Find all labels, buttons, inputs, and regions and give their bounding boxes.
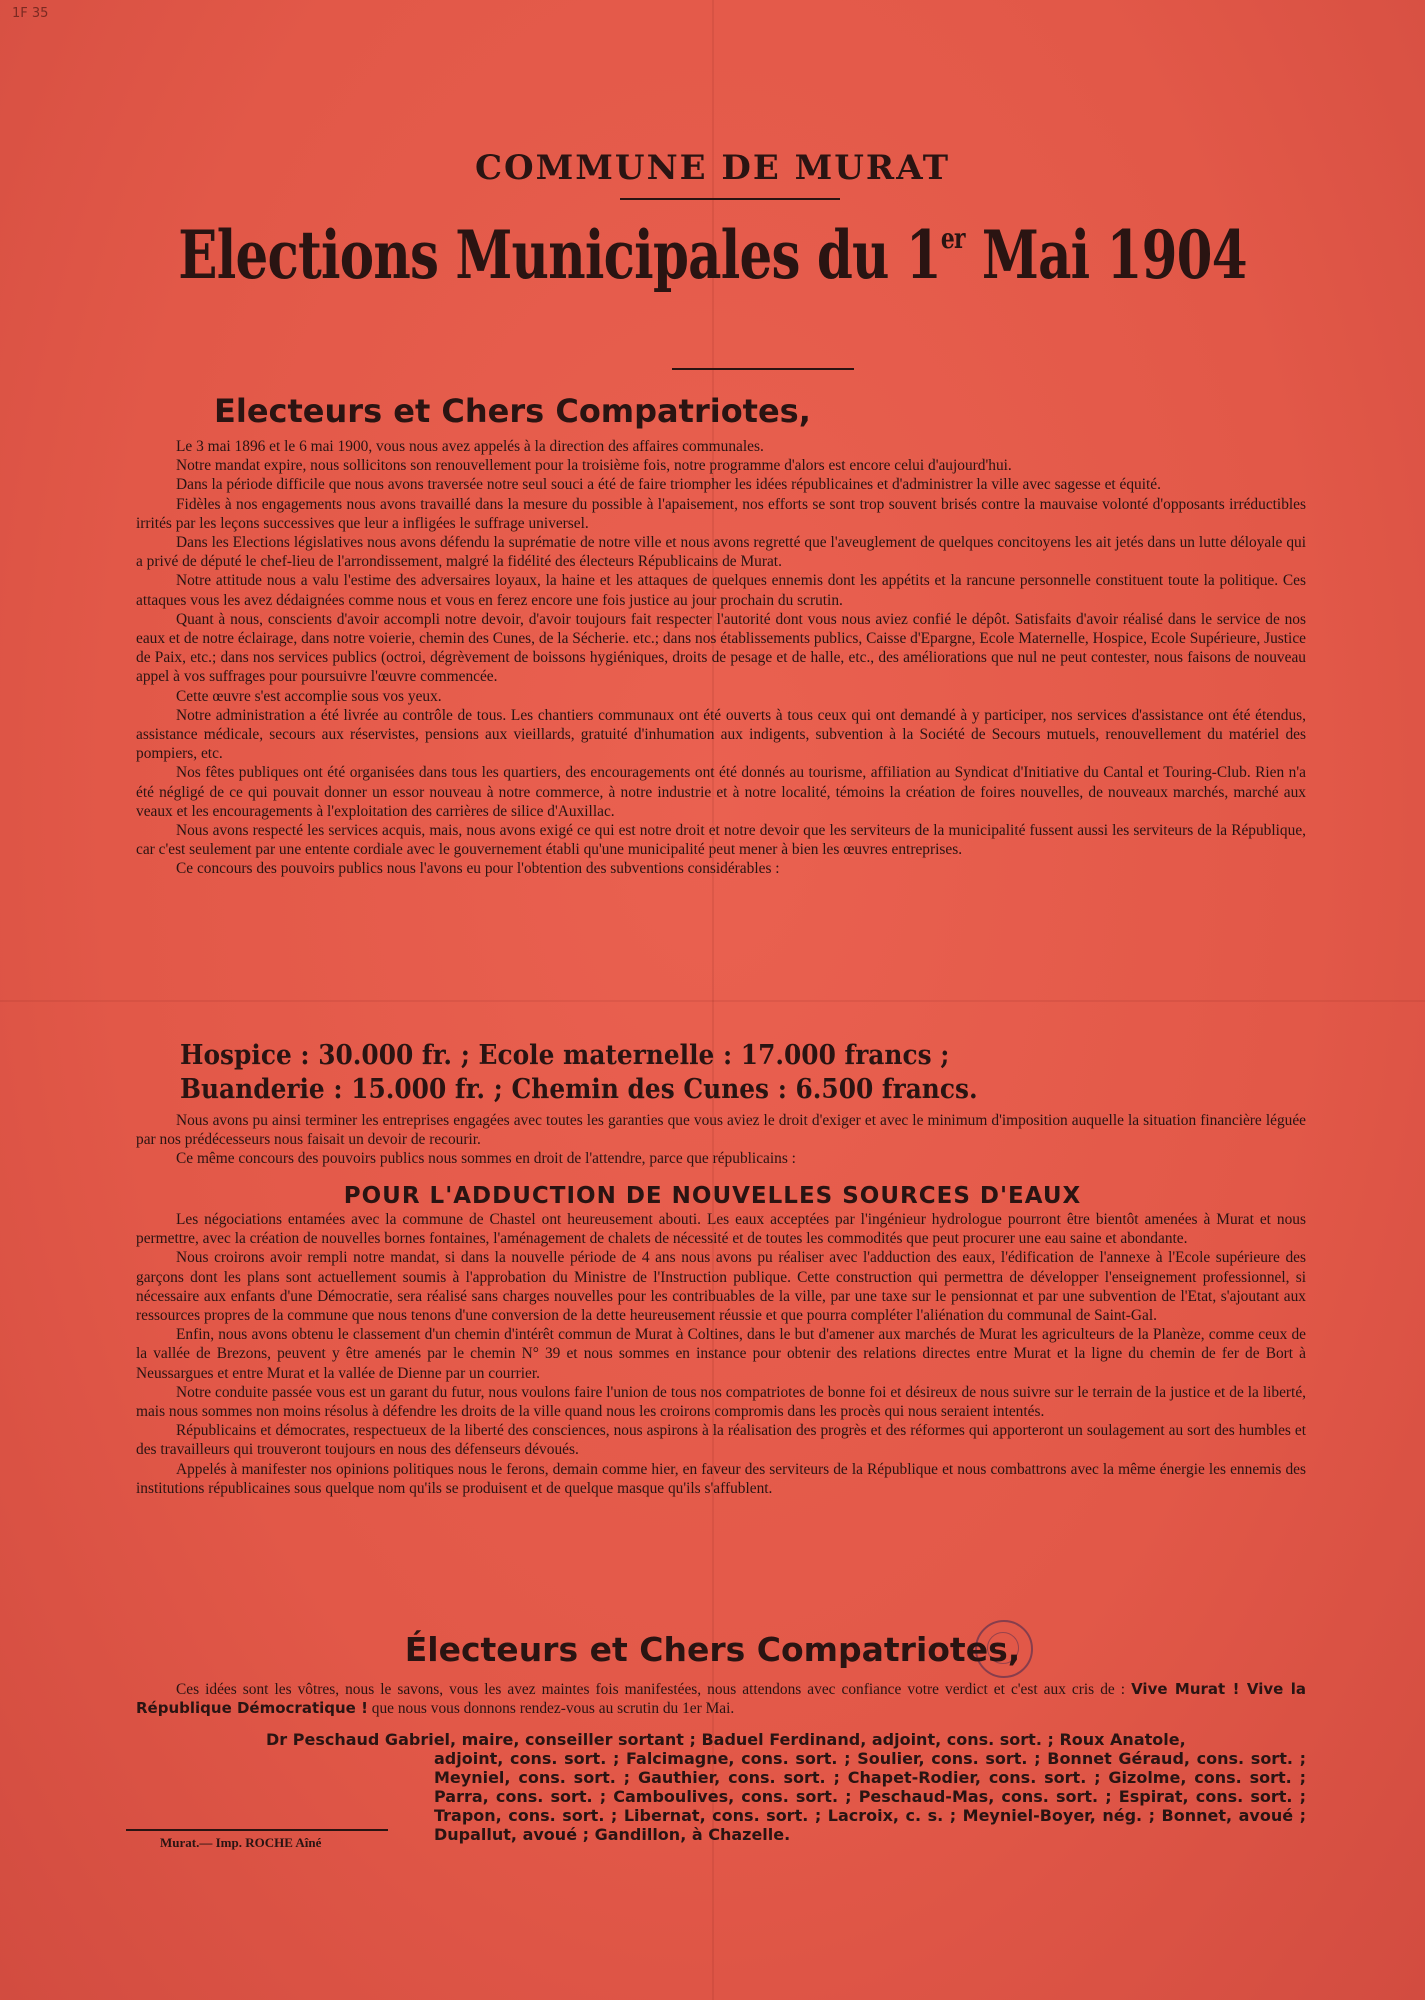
- paragraph: Notre mandat expire, nous sollicitons son renouvellement pour la troisième fois, notre programme d'alors est encore celui d'aujourd'hui.: [176, 457, 1012, 475]
- water-sources-heading: POUR L'ADDUCTION DE NOUVELLES SOURCES D'EAUX: [343, 1183, 1082, 1209]
- paragraph: Nous avons pu ainsi terminer les entreprises engagées avec toutes les garanties que vous aviez le droit d'exiger et avec le minimum d'imposition auquelle la situation financière léguée par nos prédécesseurs nous faisait un devoir de recourir.: [136, 1112, 1306, 1149]
- archive-mark: 1F 35: [12, 6, 49, 21]
- subsidies-line-1: Hospice : 30.000 fr. ; Ecole maternelle : 17.000 francs ;: [180, 1040, 950, 1071]
- paragraph: Dans la période difficile que nous avons traversée notre seul souci a été de faire triompher les idées républicaines et d'administrer la ville avec sagesse et équité.: [176, 476, 1161, 494]
- paragraph: Notre attitude nous a valu l'estime des adversaires loyaux, la haine et les attaques de quelques ennemis dont les appétits et la rancune personnelle constituent toute la politique. Ces attaques vous les avez dédaignées comme nous et vous en ferez encore une fois justice au jour prochain du scrutin.: [136, 572, 1306, 609]
- signatories-rest: adjoint, cons. sort. ; Falcimagne, cons. sort. ; Soulier, cons. sort. ; Bonnet Géraud, cons. sort. ; Meyniel, cons. sort. ; Gauthier, cons. sort. ; Chapet-Rodier, cons. sort. ; Gizolme, cons. sort. ; Parra, cons. sort. ; Camboulives, cons. sort. ; Peschaud-Mas, cons. sort. ; Espirat, cons. sort. ; Trapon, cons. sort. ; Libernat, cons. sort. ; Lacroix, c. s. ; Meyniel-Boyer, nég. ; Bonnet, avoué ; Dupallut, avoué ; Gandillon, à Chazelle.: [434, 1749, 1306, 1844]
- salutation-heading: Electeurs et Chers Compatriotes,: [214, 392, 811, 430]
- subsidies-line-2: Buanderie : 15.000 fr. ; Chemin des Cunes : 6.500 francs.: [180, 1074, 978, 1105]
- body-section-1: [136, 437, 1306, 879]
- body-section-3: [136, 1210, 1306, 1498]
- commune-heading: COMMUNE DE MURAT: [474, 148, 951, 188]
- rule-under-commune: [620, 198, 840, 200]
- rule-under-title: [672, 368, 854, 370]
- paragraph: Fidèles à nos engagements nous avons travaillé dans la mesure du possible à l'apaisement, nos efforts se sont trop souvent brisés contre la mauvaise volonté d'opposants irréductibles irrités par les leçons successives que leur a infligées le suffrage universel.: [136, 495, 1306, 532]
- paragraph: Dans les Elections législatives nous avons défendu la suprématie de notre ville et nous avons regretté que l'aveuglement de quelques concitoyens les ait jetés dans un lutte déloyale qui a privé de député le chef-lieu de l'arrondissement, malgré la fidélité des électeurs Républicains de Murat.: [136, 534, 1306, 571]
- signatories-first-line: Dr Peschaud Gabriel, maire, conseiller sortant ; Baduel Ferdinand, adjoint, cons. sort. ; Roux Anatole,: [266, 1730, 1186, 1749]
- paragraph: Nous croirons avoir rempli notre mandat, si dans la nouvelle période de 4 ans nous avons pu réaliser avec l'adduction des eaux, l'édification de l'annexe à l'Ecole supérieure des garçons dont les plans sont actuellement soumis à l'approbation du Ministre de l'Instruction publique. Cette construction qui permettra de développer l'enseignement professionnel, si nécessaire aux enfants d'une Démocratie, sera réalisé sans charges nouvelles pour les contribuables de la ville, par une taxe sur le pensionnat et par une subvention de l'Etat, s'ajoutant aux ressources propres de la commune que nous tenons d'une conversion de la dette heureusement réussie et que pourra compléter l'aliénation du communal de Saint-Gal.: [136, 1249, 1306, 1325]
- paragraph: Notre administration a été livrée au contrôle de tous. Les chantiers communaux ont été ouverts à tous ceux qui ont demandé à y participer, nos services d'assistance ont été étendus, assistance médicale, secours aux réservistes, pensions aux vieillards, gratuité d'inhumation aux indigents, subvention à la Société de Secours mutuels, renouvellement du matériel des pompiers, etc.: [136, 706, 1306, 763]
- paragraph: Les négociations entamées avec la commune de Chastel ont heureusement abouti. Les eaux acceptées par l'ingénieur hydrologue pourront être bientôt amenées à Murat et nous permettre, avec la création de nouvelles bornes fontaines, l'aménagement de chalets de nécessité et de toutes les commodités que peut procurer une eau saine et abondante.: [136, 1211, 1306, 1248]
- paragraph: Ce concours des pouvoirs publics nous l'avons eu pour l'obtention des subventions considérables :: [176, 860, 780, 878]
- body-section-2: [136, 1111, 1306, 1169]
- election-title: Elections Municipales du 1er Mai 1904: [178, 216, 1247, 294]
- rule-above-printer: [126, 1829, 388, 1831]
- fold-line-horizontal: [0, 1000, 1425, 1002]
- paragraph: Nos fêtes publiques ont été organisées dans tous les quartiers, des encouragements ont été donnés au tourisme, affiliation au Syndicat d'Initiative du Cantal et Touring-Club. Rien n'a été négligé de ce qui pouvait donner un essor nouveau à notre commerce, à notre industrie et à notre localité, témoins la création de foires nouvelles, de nouveaux marchés, marché aux veaux et les encouragements à l'exploitation des carrières de silice d'Auxillac.: [136, 764, 1306, 820]
- paragraph: Quant à nous, conscients d'avoir accompli notre devoir, d'avoir toujours fait respecter l'autorité dont vous nous aviez confié le dépôt. Satisfaits d'avoir réalisé dans le service de nos eaux et de notre éclairage, dans notre voierie, chemin des Cunes, de la Sécherie. etc.; dans nos établissements publics, Caisse d'Epargne, Ecole Maternelle, Hospice, Ecole Supérieure, Justice de Paix, etc.; dans nos services publics (octroi, dégrèvement de boissons hygiéniques, droits de pesage et de halle, etc., des améliorations que nul ne peut contester, nous faisons de nouveau appel à vos suffrages pour poursuivre l'œuvre commencée.: [136, 610, 1306, 686]
- closing-text-end: que nous vous donnons rendez-vous au scrutin du 1er Mai.: [367, 1700, 735, 1717]
- paragraph: Enfin, nous avons obtenu le classement d'un chemin d'intérêt commun de Murat à Coltines, dans le but d'amener aux marchés de Murat les agriculteurs de la Planèze, comme ceux de la vallée de Brezons, peuvent y être amenés par le chemin N° 39 et nous sommes en instance pour obtenir des relations directes entre Murat et la ligne du chemin de fer de Bort à Neussargues et entre Murat et la vallée de Dienne par un courrier.: [136, 1326, 1306, 1382]
- paragraph: Appelés à manifester nos opinions politiques nous le ferons, demain comme hier, en faveur des serviteurs de la République et nous combattrons avec la même énergie les ennemis des institutions républicaines sous quelque nom qu'ils se produisent et de quelque masque qu'ils s'affublent.: [136, 1460, 1306, 1497]
- paragraph: Notre conduite passée vous est un garant du futur, nous voulons faire l'union de tous nos compatriotes de bonne foi et désireux de nous suivre sur le terrain de la justice et de la liberté, mais nous sommes non moins résolus à défendre les droits de la ville quand nous les croirons compromis dans les procès qui nous seraient intentés.: [136, 1383, 1306, 1421]
- paragraph: Nous avons respecté les services acquis, mais, nous avons exigé ce qui est notre droit et notre devoir que les serviteurs de la municipalité fussent aussi les serviteurs de la République, car c'est seulement par une entente cordiale avec le gouvernement établi qu'une municipalité peut mener à bien les œuvres entreprises.: [136, 822, 1306, 859]
- rallying-cry: Vive Murat ! Vive la République Démocratique !: [136, 1680, 1306, 1717]
- paragraph: Cette œuvre s'est accomplie sous vos yeux.: [176, 687, 442, 705]
- paragraph: Le 3 mai 1896 et le 6 mai 1900, vous nous avez appelés à la direction des affaires communales.: [176, 438, 764, 455]
- paragraph: Ce même concours des pouvoirs publics nous sommes en droit de l'attendre, parce que républicains :: [176, 1150, 796, 1168]
- signatories: [266, 1730, 1306, 1844]
- closing-paragraph: [136, 1680, 1306, 1718]
- salutation-heading-2: Électeurs et Chers Compatriotes,: [404, 1630, 1021, 1669]
- closing-text: Ces idées sont les vôtres, nous le savons, vous les avez maintes fois manifestées, nous attendons avec confiance votre verdict et c'est aux cris de :: [176, 1681, 1132, 1698]
- printer-credit: Murat.— Imp. ROCHE Aîné: [160, 1835, 322, 1850]
- paragraph: Républicains et démocrates, respectueux de la liberté des consciences, nous aspirons à la réalisation des progrès et des réformes qui apporteront un soulagement au sort des humbles et des travailleurs qui trouveront toujours en nous des défenseurs dévoués.: [136, 1422, 1306, 1459]
